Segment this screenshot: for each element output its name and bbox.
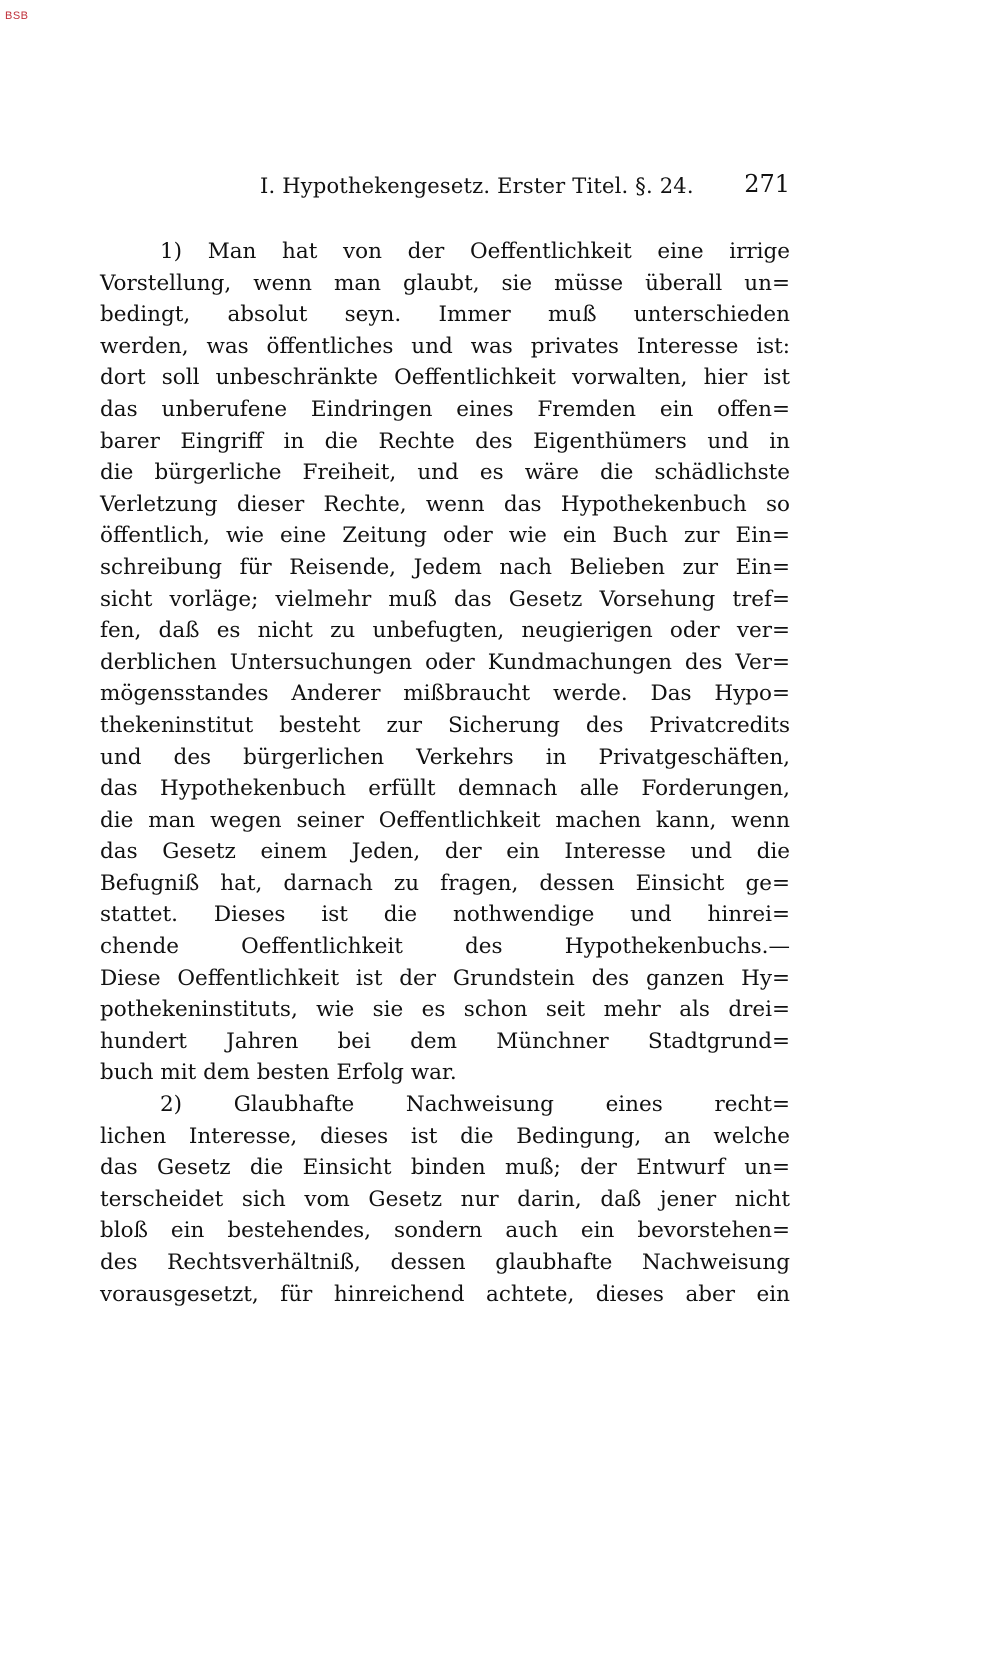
text-line: das unberufene Eindringen eines Fremden ein offen= bbox=[100, 396, 790, 422]
text-line: stattet. Dieses ist die nothwendige und hinrei= bbox=[100, 902, 790, 928]
body-text bbox=[100, 236, 790, 1310]
text-line: mögensstandes Anderer mißbraucht werde. Das Hypo= bbox=[100, 681, 790, 707]
library-watermark: BSB bbox=[5, 10, 29, 22]
text-line: das Gesetz die Einsicht binden muß; der Entwurf un= bbox=[100, 1155, 790, 1181]
text-line: Vorstellung, wenn man glaubt, sie müsse überall un= bbox=[100, 270, 790, 296]
text-line: bedingt, absolut seyn. Immer muß unterschieden bbox=[100, 302, 790, 328]
text-line: bloß ein bestehendes, sondern auch ein bevorstehen= bbox=[100, 1218, 790, 1244]
text-line: werden, was öffentliches und was privates Interesse ist: bbox=[100, 333, 790, 359]
text-line: derblichen Untersuchungen oder Kundmachungen des Ver= bbox=[100, 649, 790, 675]
text-line: pothekeninstituts, wie sie es schon seit mehr als drei= bbox=[100, 997, 790, 1023]
text-line: öffentlich, wie eine Zeitung oder wie ein Buch zur Ein= bbox=[100, 523, 790, 549]
text-line: des Rechtsverhältniß, dessen glaubhafte Nachweisung bbox=[100, 1250, 790, 1275]
text-line: dort soll unbeschränkte Oeffentlichkeit vorwalten, hier ist bbox=[100, 365, 790, 391]
text-line: terscheidet sich vom Gesetz nur darin, daß jener nicht bbox=[100, 1186, 790, 1212]
text-line: und des bürgerlichen Verkehrs in Privatgeschäften, bbox=[100, 744, 790, 770]
book-page bbox=[100, 168, 790, 1310]
text-line: Diese Oeffentlichkeit ist der Grundstein des ganzen Hy= bbox=[100, 965, 790, 991]
text-line: 2) Glaubhafte Nachweisung eines recht= bbox=[160, 1092, 790, 1118]
text-line: das Gesetz einem Jeden, der ein Interesse und die bbox=[100, 839, 790, 865]
text-line: die bürgerliche Freiheit, und es wäre die schädlichste bbox=[100, 460, 790, 486]
text-line: vorausgesetzt, für hinreichend achtete, dieses aber ein bbox=[100, 1281, 790, 1307]
text-line: barer Eingriff in die Rechte des Eigenthümers und in bbox=[100, 428, 790, 454]
text-line: die man wegen seiner Oeffentlichkeit machen kann, wenn bbox=[100, 807, 790, 833]
text-line: buch mit dem besten Erfolg war. bbox=[100, 1060, 457, 1086]
text-line: chende Oeffentlichkeit des Hypothekenbuchs.— bbox=[100, 934, 790, 960]
text-line: fen, daß es nicht zu unbefugten, neugierigen oder ver= bbox=[100, 618, 790, 644]
page-number: 271 bbox=[744, 170, 790, 198]
text-line: das Hypothekenbuch erfüllt demnach alle Forderungen, bbox=[100, 776, 790, 802]
running-title: I. Hypothekengesetz. Erster Titel. §. 24. bbox=[260, 174, 694, 198]
text-line: sicht vorläge; vielmehr muß das Gesetz Vorsehung tref= bbox=[100, 586, 790, 612]
text-line: Verletzung dieser Rechte, wenn das Hypothekenbuch so bbox=[100, 491, 790, 517]
text-line: lichen Interesse, dieses ist die Bedingung, an welche bbox=[100, 1123, 790, 1149]
text-line: Befugniß hat, darnach zu fragen, dessen Einsicht ge= bbox=[100, 870, 790, 896]
text-line: hundert Jahren bei dem Münchner Stadtgrund= bbox=[100, 1028, 790, 1054]
running-header bbox=[100, 168, 790, 208]
text-line: thekeninstitut besteht zur Sicherung des Privatcredits bbox=[100, 712, 790, 738]
text-line: 1) Man hat von der Oeffentlichkeit eine irrige bbox=[160, 239, 790, 264]
text-line: schreibung für Reisende, Jedem nach Belieben zur Ein= bbox=[100, 554, 790, 580]
